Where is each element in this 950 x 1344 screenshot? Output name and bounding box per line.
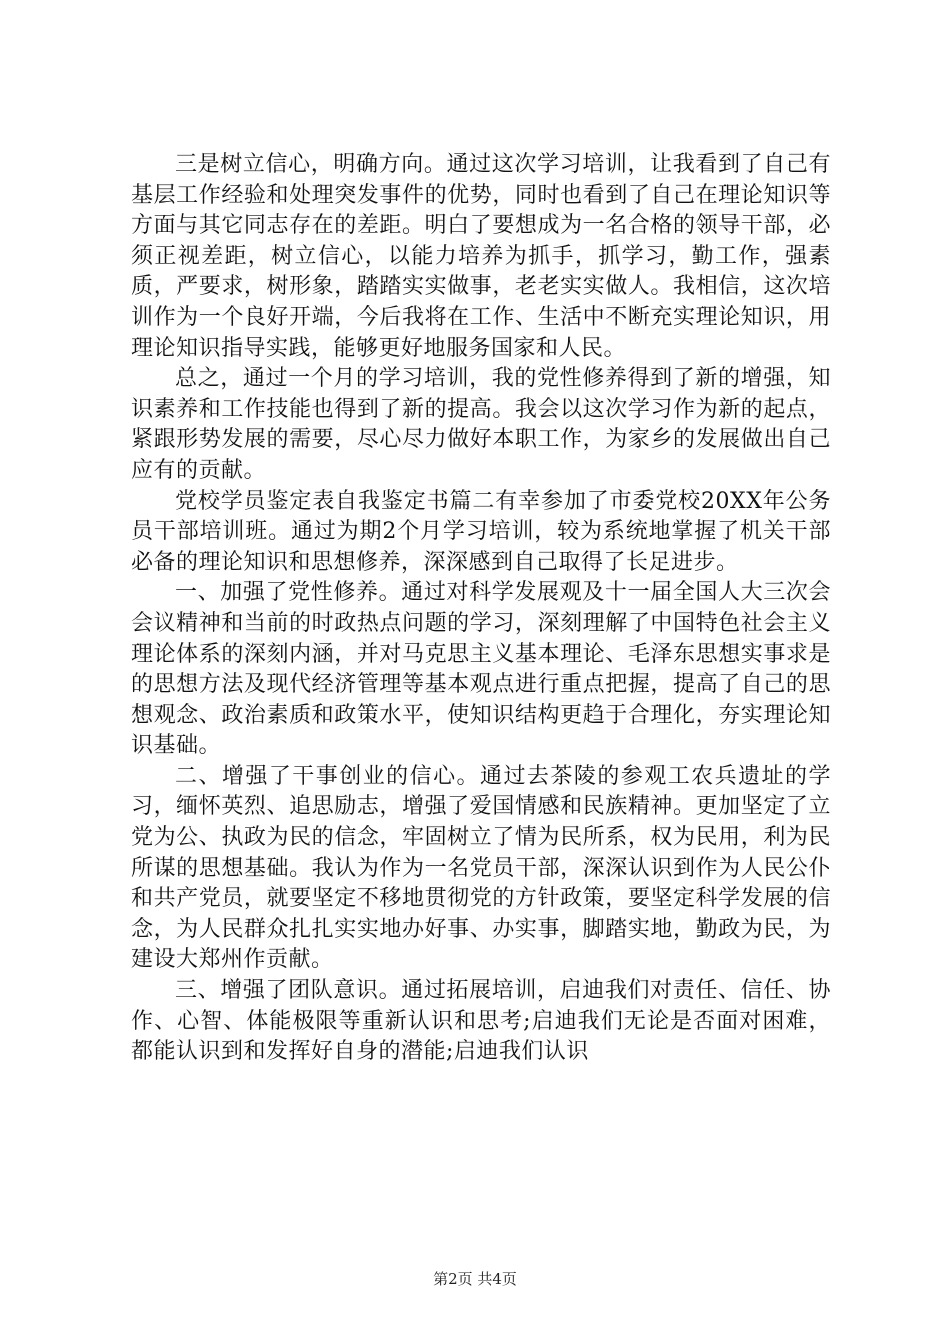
document-body bbox=[131, 150, 831, 1068]
paragraph-4: 一、加强了党性修养。通过对科学发展观及十一届全国人大三次会会议精神和当前的时政热点问题的学习，深刻理解了中国特色社会主义理论体系的深刻内涵，并对马克思主义基本理论、毛泽东思想实事求是的思想方法及现代经济管理等基本观点进行重点把握，提高了自己的思想观念、政治素质和政策水平，使知识结构更趋于合理化，夯实理论知识基础。 bbox=[131, 580, 831, 759]
paragraph-6: 三、增强了团队意识。通过拓展培训，启迪我们对责任、信任、协作、心智、体能极限等重新认识和思考;启迪我们无论是否面对困难，都能认识到和发挥好自身的潜能;启迪我们认识 bbox=[131, 978, 831, 1065]
paragraph-1: 三是树立信心，明确方向。通过这次学习培训，让我看到了自己有基层工作经验和处理突发事件的优势，同时也看到了自己在理论知识等方面与其它同志存在的差距。明白了要想成为一名合格的领导干部，必须正视差距，树立信心，以能力培养为抓手，抓学习，勤工作，强素质，严要求，树形象，踏踏实实做事，老老实实做人。我相信，这次培训作为一个良好开端，今后我将在工作、生活中不断充实理论知识，用理论知识指导实践，能够更好地服务国家和人民。 bbox=[131, 152, 831, 361]
paragraph-5: 二、增强了干事创业的信心。通过去茶陵的参观工农兵遗址的学习，缅怀英烈、追思励志，增强了爱国情感和民族精神。更加坚定了立党为公、执政为民的信念，牢固树立了情为民所系，权为民用，利为民所谋的思想基础。我认为作为一名党员干部，深深认识到作为人民公仆和共产党员，就要坚定不移地贯彻党的方针政策，要坚定科学发展的信念，为人民群众扎扎实实地办好事、办实事，脚踏实地，勤政为民，为建设大郑州作贡献。 bbox=[131, 763, 831, 973]
paragraph-3: 党校学员鉴定表自我鉴定书篇二有幸参加了市委党校20XX年公务员干部培训班。通过为期2个月学习培训，较为系统地掌握了机关干部必备的理论知识和思想修养，深深感到自己取得了长足进步。 bbox=[131, 488, 831, 575]
page-number-footer: 第2页 共4页 bbox=[433, 1270, 517, 1288]
paragraph-2: 总之，通过一个月的学习培训，我的党性修养得到了新的增强，知识素养和工作技能也得到了新的提高。我会以这次学习作为新的起点，紧跟形势发展的需要，尽心尽力做好本职工作，为家乡的发展做出自己应有的贡献。 bbox=[131, 366, 831, 483]
